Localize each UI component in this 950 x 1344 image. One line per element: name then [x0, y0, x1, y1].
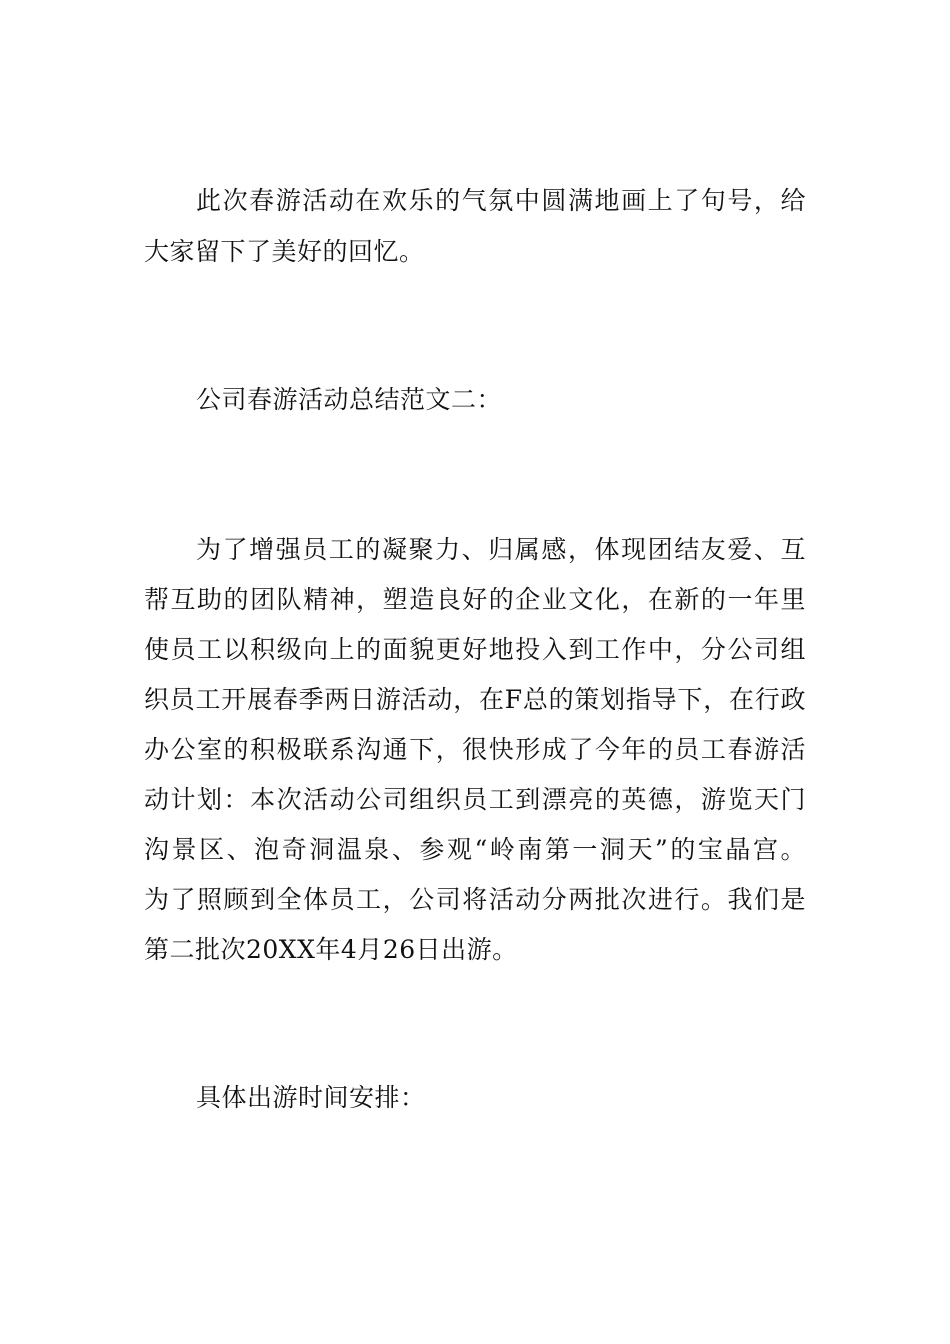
section-heading: 公司春游活动总结范文二： [196, 385, 503, 414]
paragraph-3-line-1: 为了增强员工的凝聚力、归属感，体现团结友爱、互 [196, 535, 806, 564]
paragraph-1-line-1: 此次春游活动在欢乐的气氛中圆满地画上了句号，给 [196, 186, 806, 215]
paragraph-3-line-2: 帮互助的团队精神，塑造良好的企业文化，在新的一年里 [144, 585, 806, 614]
paragraph-3-line-6: 动计划：本次活动公司组织员工到漂亮的英德，游览天门 [144, 785, 806, 814]
paragraph-3-line-7: 沟景区、泡奇洞温泉、参观“岭南第一洞天”的宝晶宫。 [144, 835, 806, 864]
paragraph-3-line-9: 第二批次20XX年4月26日出游。 [144, 935, 518, 964]
paragraph-3-line-8: 为了照顾到全体员工，公司将活动分两批次进行。我们是 [144, 885, 806, 914]
paragraph-3-line-3: 使员工以积级向上的面貌更好地投入到工作中，分公司组 [144, 635, 806, 664]
paragraph-3-line-4: 织员工开展春季两日游活动，在F总的策划指导下，在行政 [144, 685, 806, 714]
schedule-heading: 具体出游时间安排： [196, 1083, 426, 1112]
paragraph-1-line-2: 大家留下了美好的回忆。 [144, 237, 425, 266]
paragraph-3-line-5: 办公室的积极联系沟通下，很快形成了今年的员工春游活 [144, 735, 806, 764]
